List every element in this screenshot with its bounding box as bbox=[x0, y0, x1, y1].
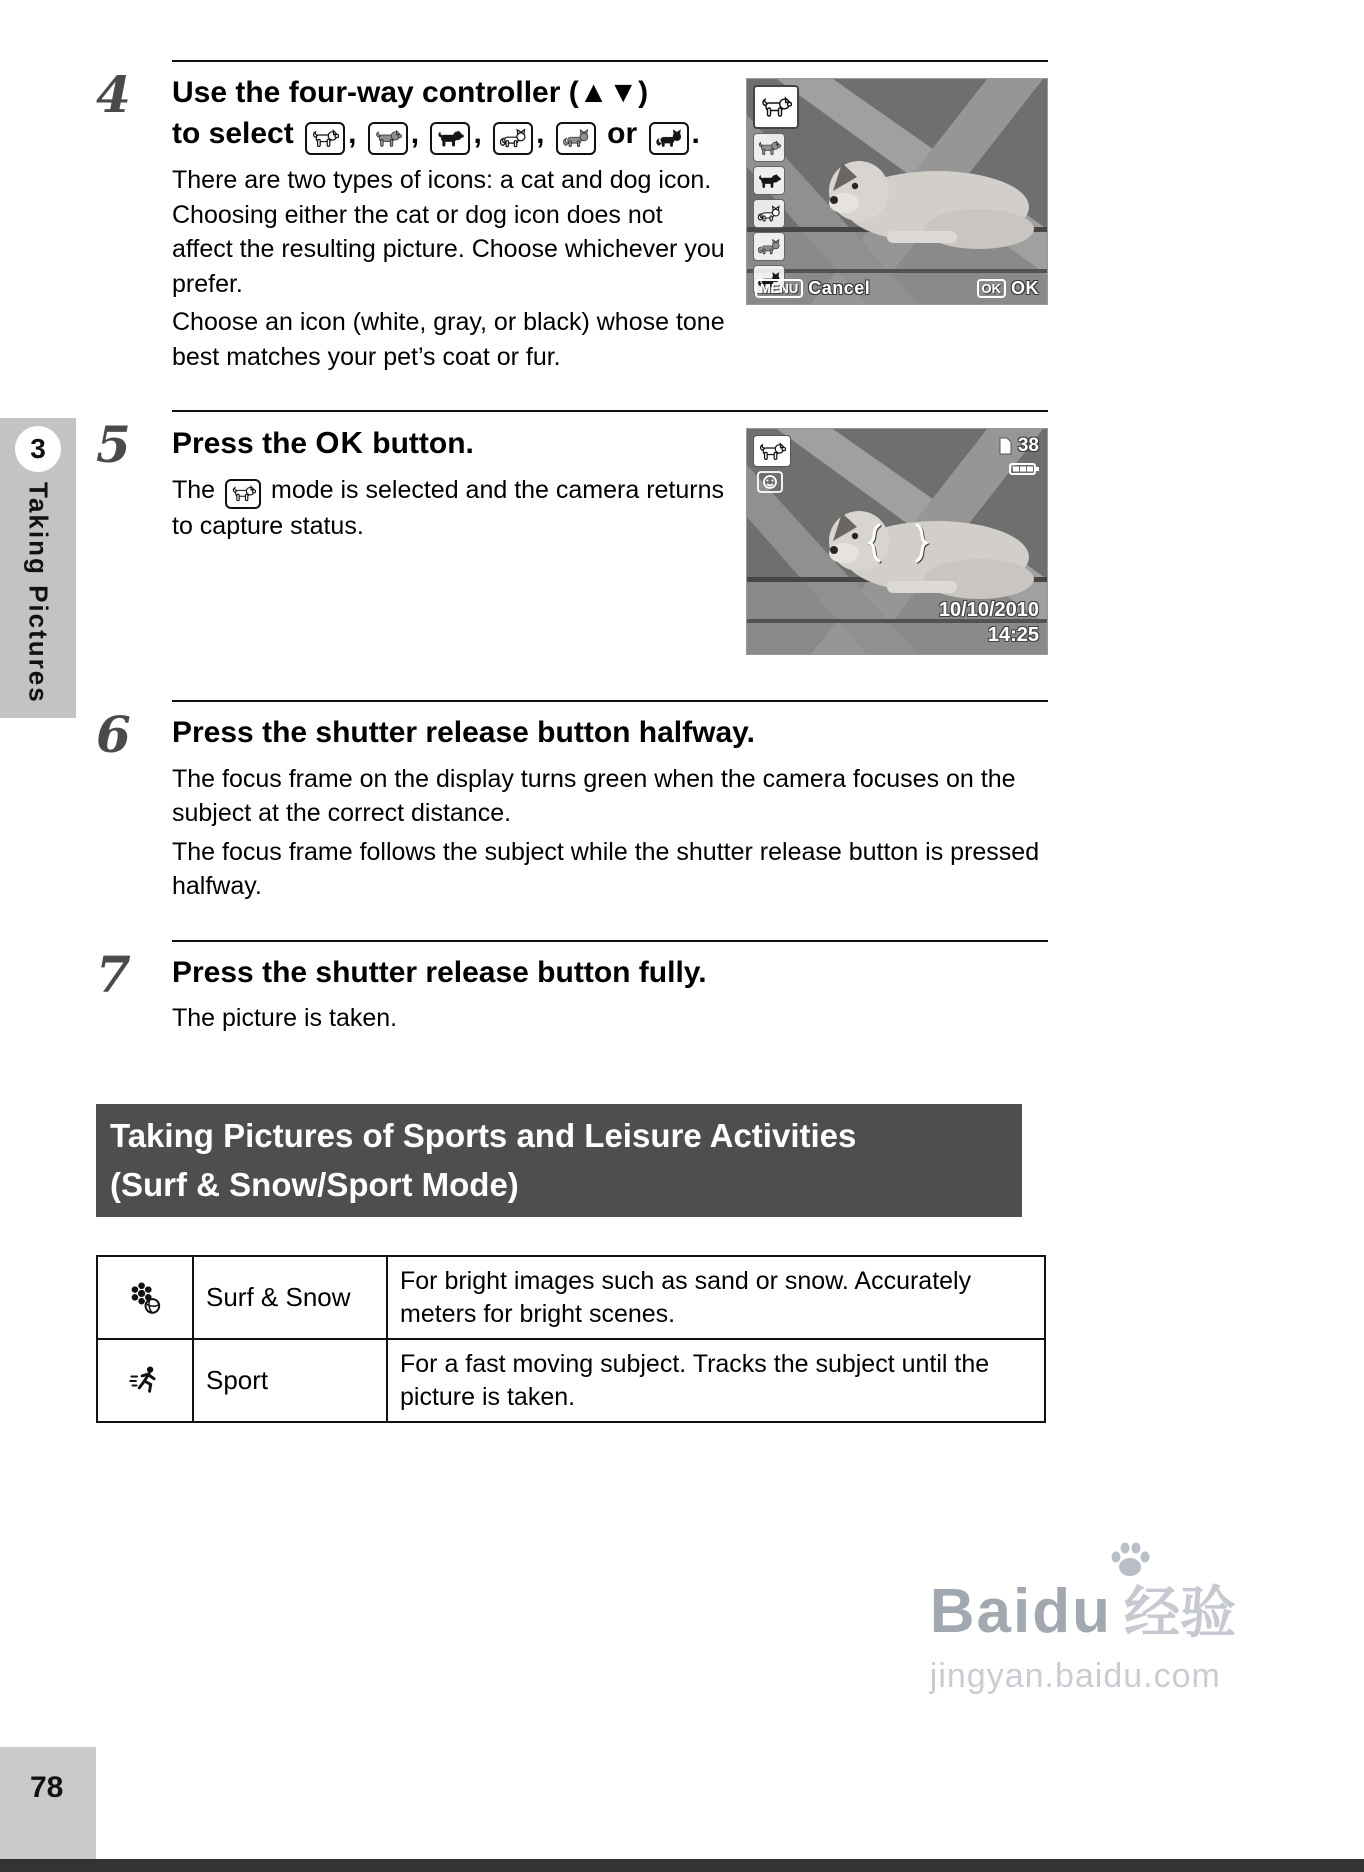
separator: . bbox=[691, 117, 700, 151]
pet-icon-dog-white bbox=[225, 479, 261, 509]
separator: , bbox=[410, 117, 420, 151]
menu-item-cat-white-icon bbox=[753, 199, 785, 228]
screen-softkey-bar bbox=[755, 278, 1039, 299]
step-7 bbox=[96, 940, 1048, 1046]
menu-key-badge: MENU bbox=[755, 279, 803, 298]
shots-count: 38 bbox=[1017, 435, 1039, 457]
menu-item-cat-gray-icon bbox=[753, 232, 785, 261]
body-post-text: mode is selected and the camera returns to capture status. bbox=[172, 476, 725, 540]
section-header bbox=[96, 1104, 1022, 1218]
ok-key-badge: OK bbox=[977, 279, 1007, 298]
focus-frame-right-icon bbox=[915, 523, 929, 563]
table-row-sport bbox=[97, 1339, 1045, 1422]
step-4 bbox=[96, 60, 1048, 384]
ok-button-label: OK bbox=[315, 425, 364, 461]
step-7-body: The picture is taken. bbox=[172, 1004, 398, 1033]
chapter-label: Taking Pictures bbox=[23, 482, 54, 704]
mode-description: For a fast moving subject. Tracks the subject until the picture is taken. bbox=[387, 1339, 1045, 1422]
step-7-number: 7 bbox=[96, 944, 131, 1004]
pet-mode-indicator-icon bbox=[753, 435, 791, 467]
step-6 bbox=[96, 700, 1048, 913]
table-row-surf-snow bbox=[97, 1256, 1045, 1339]
cancel-label: Cancel bbox=[808, 278, 871, 298]
select-pre-text: to select bbox=[172, 117, 294, 151]
camera-screen-capture-status bbox=[746, 428, 1048, 655]
or-text: or bbox=[607, 117, 638, 151]
menu-item-dog-white-icon bbox=[753, 85, 799, 129]
mode-name: Surf & Snow bbox=[193, 1256, 387, 1339]
battery-icon bbox=[1009, 462, 1039, 476]
page-number: 78 bbox=[30, 1771, 64, 1804]
chapter-number-badge bbox=[15, 426, 61, 472]
step-4-body-2: Choose an icon (white, gray, or black) whose tone best matches your pet’s coat or fur. bbox=[172, 308, 725, 371]
step-6-number: 6 bbox=[96, 705, 131, 765]
chapter-number: 3 bbox=[30, 433, 46, 464]
separator: , bbox=[473, 117, 482, 151]
step-6-heading: Press the shutter release button halfway. bbox=[172, 716, 755, 750]
section-title-line1: Taking Pictures of Sports and Leisure Activities bbox=[110, 1116, 857, 1154]
paw-icon bbox=[1108, 1539, 1152, 1579]
surf-snow-icon bbox=[97, 1256, 193, 1339]
step-6-body-2: The focus frame follows the subject while the shutter release button is pressed halfway. bbox=[172, 837, 1040, 901]
step-4-body-1: There are two types of icons: a cat and dog icon. Choosing either the cat or dog icon does not affect the resulting picture. Choose whichever you prefer. bbox=[172, 166, 725, 298]
separator: , bbox=[348, 117, 357, 151]
focus-frame-left-icon bbox=[867, 523, 881, 563]
body-pre-text: The bbox=[172, 476, 216, 505]
face-detect-icon bbox=[757, 471, 783, 498]
page-number-strip bbox=[0, 1747, 96, 1859]
main-content bbox=[96, 60, 1048, 1423]
step-4-number: 4 bbox=[96, 65, 131, 124]
pet-mode-menu bbox=[753, 85, 799, 294]
time-stamp: 14:25 bbox=[987, 624, 1039, 647]
step-5-number: 5 bbox=[96, 415, 131, 475]
heading-post-text: button. bbox=[372, 427, 474, 461]
sport-icon bbox=[97, 1339, 193, 1422]
menu-item-dog-black-icon bbox=[753, 166, 785, 195]
status-indicators bbox=[997, 435, 1039, 476]
step-6-body-1: The focus frame on the display turns green when the camera focuses on the subject at the correct distance. bbox=[172, 764, 1016, 828]
date-stamp: 10/10/2010 bbox=[938, 599, 1039, 622]
step-4-heading-line1: Use the four-way controller (▲▼) bbox=[172, 76, 649, 109]
heading-pre-text: Press the bbox=[172, 427, 308, 461]
ok-label: OK bbox=[1011, 278, 1039, 298]
pet-icon-cat-gray bbox=[556, 122, 596, 155]
remaining-shots bbox=[997, 435, 1039, 457]
step-5-content bbox=[172, 410, 1048, 674]
step-7-heading: Press the shutter release button fully. bbox=[172, 955, 707, 989]
separator: , bbox=[536, 117, 545, 151]
pet-icon-dog-black bbox=[430, 122, 470, 155]
mode-table bbox=[96, 1255, 1046, 1423]
page-bottom-bar bbox=[0, 1859, 1364, 1872]
mode-description: For bright images such as sand or snow. Accurately meters for bright scenes. bbox=[387, 1256, 1045, 1339]
step-4-heading-line2 bbox=[172, 117, 700, 150]
step-6-content bbox=[172, 700, 1048, 913]
step-7-content bbox=[172, 940, 1048, 1046]
pet-icon-dog-white bbox=[305, 122, 345, 155]
memory-card-icon bbox=[997, 437, 1012, 455]
watermark-brand: Baidu bbox=[929, 1577, 1112, 1646]
mode-name: Sport bbox=[193, 1339, 387, 1422]
menu-item-dog-gray-icon bbox=[753, 133, 785, 162]
step-5 bbox=[96, 410, 1048, 674]
watermark-url: jingyan.baidu.com bbox=[929, 1657, 1221, 1695]
datetime-stamp bbox=[939, 598, 1039, 648]
section-title-line2: (Surf & Snow/Sport Mode) bbox=[110, 1165, 519, 1203]
camera-screen-pet-select bbox=[746, 78, 1048, 305]
watermark-suffix: 经验 bbox=[1124, 1581, 1236, 1644]
watermark bbox=[930, 1569, 1236, 1696]
pet-icon-dog-gray bbox=[368, 122, 408, 155]
pet-icon-cat-white bbox=[493, 122, 533, 155]
pet-icon-cat-black bbox=[649, 122, 689, 155]
step-4-content bbox=[172, 60, 1048, 384]
chapter-tab bbox=[0, 418, 76, 718]
